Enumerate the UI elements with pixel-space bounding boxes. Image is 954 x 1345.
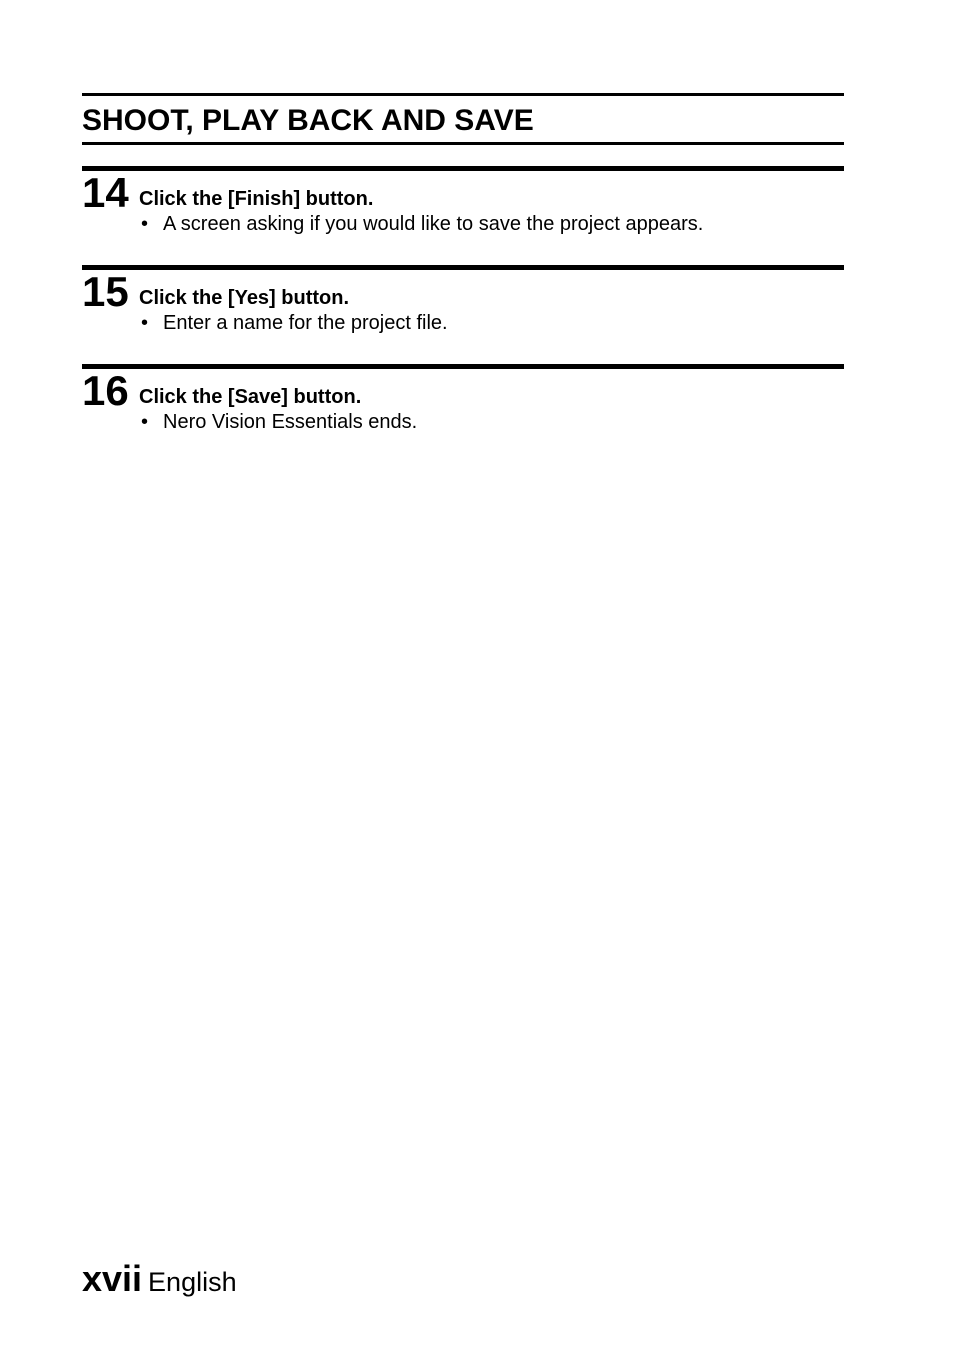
step-bullet	[139, 410, 417, 434]
step-16	[82, 364, 844, 433]
step-bullet-text: A screen asking if you would like to save the project appears.	[163, 213, 704, 235]
page-footer	[82, 1258, 237, 1300]
page-language: English	[148, 1267, 237, 1297]
step-instruction: Click the [Save] button.	[139, 386, 362, 408]
step-bullet-text: Nero Vision Essentials ends.	[163, 411, 418, 433]
step-bullet	[139, 311, 448, 335]
step-15	[82, 265, 844, 334]
step-instruction: Click the [Yes] button.	[139, 287, 350, 309]
section-header	[82, 93, 844, 145]
step-instruction: Click the [Finish] button.	[139, 188, 374, 210]
bullet-icon: •	[141, 312, 149, 334]
bullet-icon: •	[141, 411, 149, 433]
step-bullet	[139, 212, 703, 236]
step-14	[82, 166, 844, 235]
step-number: 14	[82, 169, 129, 216]
bullet-icon: •	[141, 213, 149, 235]
step-number: 15	[82, 268, 129, 315]
section-title: SHOOT, PLAY BACK AND SAVE	[82, 104, 534, 137]
page-number: xvii	[82, 1258, 143, 1299]
step-number: 16	[82, 367, 129, 414]
step-bullet-text: Enter a name for the project file.	[163, 312, 448, 334]
